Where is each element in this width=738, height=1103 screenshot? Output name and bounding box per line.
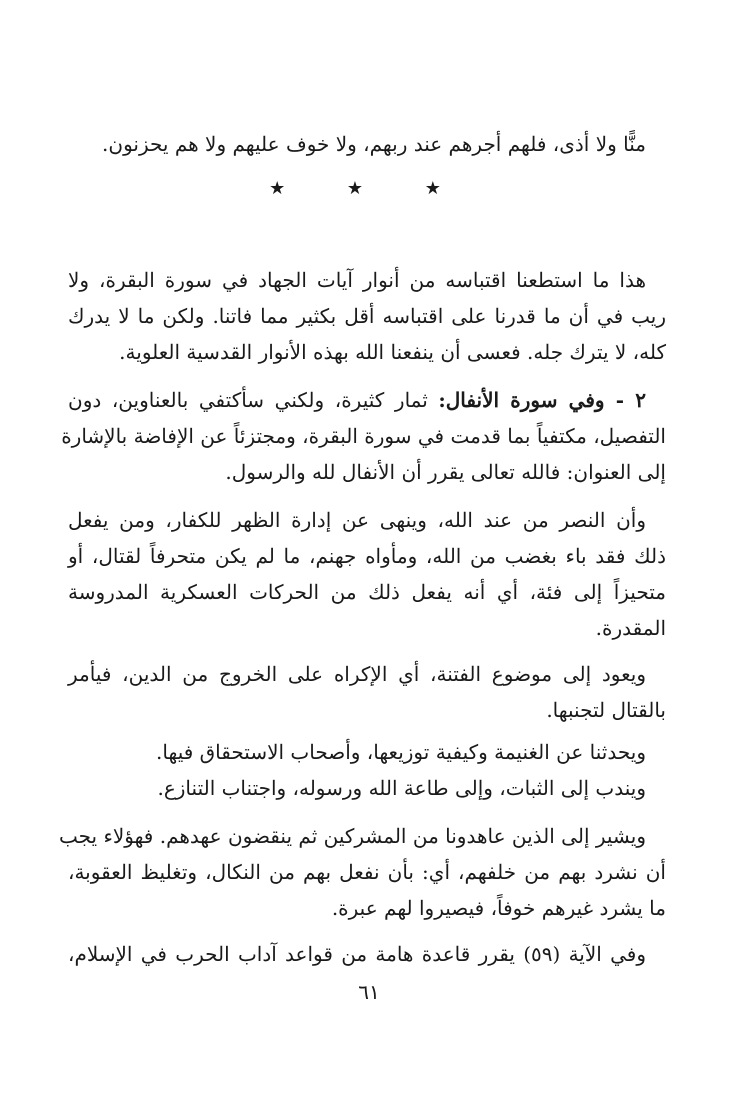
- section-heading: ٢ - وفي سورة الأنفال:: [438, 388, 646, 412]
- paragraph2-line3: إلى العنوان: فالله تعالى يقرر أن الأنفال لله والرسول.: [225, 460, 666, 484]
- paragraph4-line2: بالقتال لتجنبها.: [546, 698, 666, 722]
- paragraph7-line1: وفي الآية (٥٩) يقرر قاعدة هامة من قواعد آداب الحرب في الإسلام،: [68, 942, 646, 966]
- paragraph3-line2: ذلك فقد باء بغضب من الله، ومأواه جهنم، ما لم يكن متحرفاً لقتال، أو: [68, 544, 666, 568]
- paragraph3-line1: وأن النصر من عند الله، وينهى عن إدارة الظهر للكفار، ومن يفعل: [68, 508, 646, 532]
- paragraph1-line3: كله، لا يترك جله. فعسى أن ينفعنا الله بهذه الأنوار القدسية العلوية.: [119, 340, 666, 364]
- paragraph6-line2: أن نشرد بهم من خلفهم، أي: بأن نفعل بهم من النكال، وتغليظ العقوبة،: [68, 860, 666, 884]
- paragraph3-line3: متحيزاً إلى فئة، أي أنه يفعل ذلك من الحركات العسكرية المدروسة: [68, 580, 666, 604]
- paragraph6-line1: ويشير إلى الذين عاهدونا من المشركين ثم ينقضون عهدهم. فهؤلاء يجب: [58, 824, 646, 848]
- paragraph2-line1-rest: ثمار كثيرة، ولكني سأكتفي بالعناوين، دون: [68, 388, 428, 412]
- paragraph2-line1: [68, 382, 646, 418]
- paragraph1-line1: هذا ما استطعنا اقتباسه من أنوار آيات الجهاد في سورة البقرة، ولا: [68, 268, 647, 292]
- paragraph1-line2: ريب في أن ما قدرنا على اقتباسه أقل بكثير مما فاتنا. ولكن ما لا يدرك: [68, 304, 666, 328]
- intro-line: منًّا ولا أذى، فلهم أجرهم عند ربهم، ولا خوف عليهم ولا هم يحزنون.: [102, 132, 646, 156]
- separator-stars: ★ ★ ★: [269, 178, 469, 199]
- paragraph5-line2: ويندب إلى الثبات، وإلى طاعة الله ورسوله، واجتناب التنازع.: [157, 776, 646, 800]
- paragraph6-line3: ما يشرد غيرهم خوفاً، فيصيروا لهم عبرة.: [331, 896, 666, 920]
- paragraph3-line4: المقدرة.: [595, 616, 666, 640]
- page-number: ٦١: [358, 980, 380, 1004]
- paragraph5-line1: ويحدثنا عن الغنيمة وكيفية توزيعها، وأصحاب الاستحقاق فيها.: [156, 740, 646, 764]
- paragraph2-line2: التفصيل، مكتفياً بما قدمت في سورة البقرة، ومجتزئاً عن الإفاضة بالإشارة: [61, 424, 666, 448]
- paragraph4-line1: ويعود إلى موضوع الفتنة، أي الإكراه على الخروج من الدين، فيأمر: [68, 662, 646, 686]
